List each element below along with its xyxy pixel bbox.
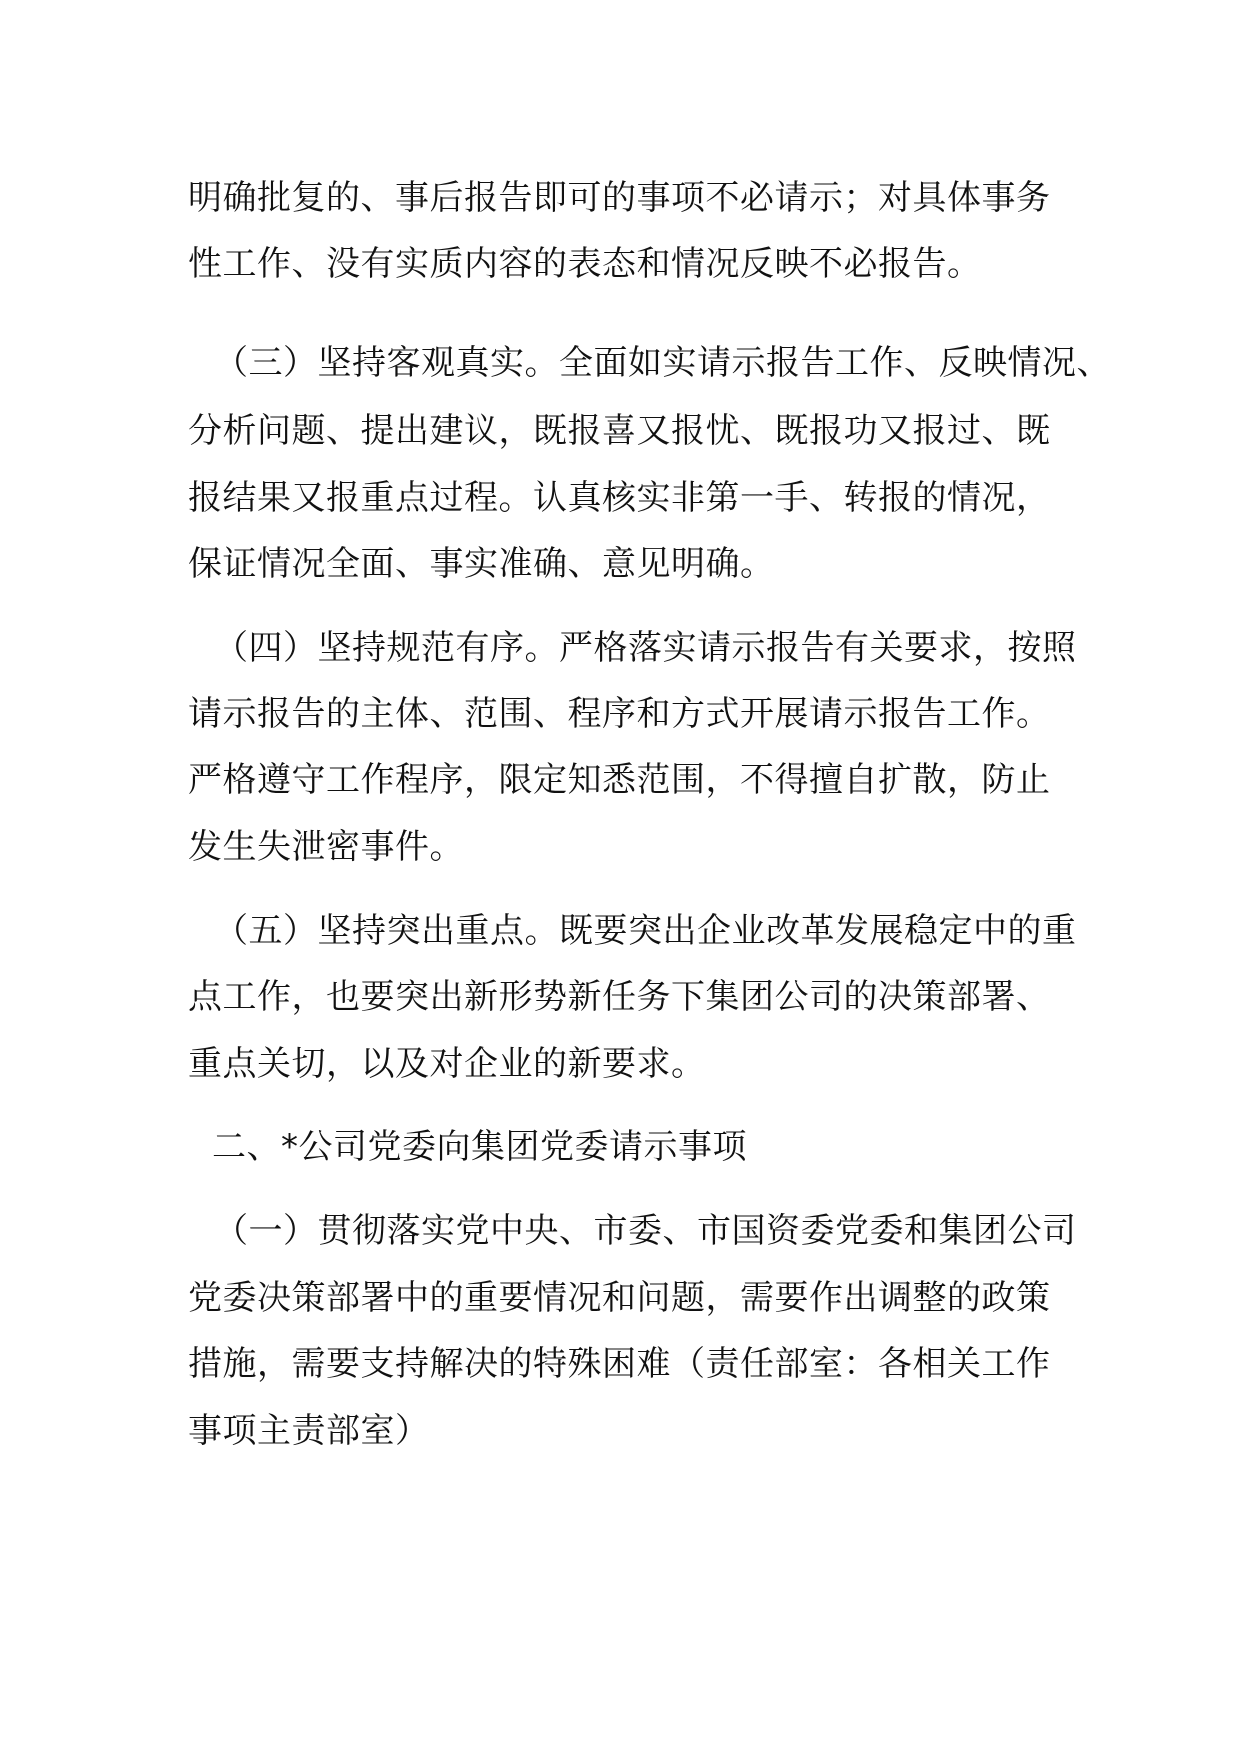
text-line: 报结果又报重点过程。认真核实非第一手、转报的情况， — [188, 478, 1051, 518]
paragraph-start-line: （四）坚持规范有序。严格落实请示报告有关要求，按照 — [214, 628, 1077, 668]
text-line: 党委决策部署中的重要情况和问题，需要作出调整的政策 — [188, 1278, 1051, 1318]
text-line: 保证情况全面、事实准确、意见明确。 — [188, 544, 775, 584]
paragraph-start-line: （一）贯彻落实党中央、市委、市国资委党委和集团公司 — [214, 1211, 1077, 1251]
paragraph-start-line: （三）坚持客观真实。全面如实请示报告工作、反映情况、 — [214, 343, 1111, 383]
text-line: 严格遵守工作程序，限定知悉范围，不得擅自扩散，防止 — [188, 760, 1051, 800]
text-line: 点工作，也要突出新形势新任务下集团公司的决策部署、 — [188, 977, 1051, 1017]
text-line: 分析问题、提出建议，既报喜又报忧、既报功又报过、既 — [188, 411, 1051, 451]
section-heading: 二、*公司党委向集团党委请示事项 — [212, 1127, 747, 1167]
paragraph-start-line: （五）坚持突出重点。既要突出企业改革发展稳定中的重 — [214, 911, 1077, 951]
text-line: 明确批复的、事后报告即可的事项不必请示；对具体事务 — [188, 178, 1051, 218]
text-line: 发生失泄密事件。 — [188, 827, 464, 867]
text-line: 重点关切，以及对企业的新要求。 — [188, 1044, 706, 1084]
text-line: 事项主责部室） — [188, 1411, 430, 1451]
text-line: 性工作、没有实质内容的表态和情况反映不必报告。 — [188, 244, 982, 284]
text-line: 请示报告的主体、范围、程序和方式开展请示报告工作。 — [188, 694, 1051, 734]
text-line: 措施，需要支持解决的特殊困难（责任部室：各相关工作 — [188, 1344, 1051, 1384]
